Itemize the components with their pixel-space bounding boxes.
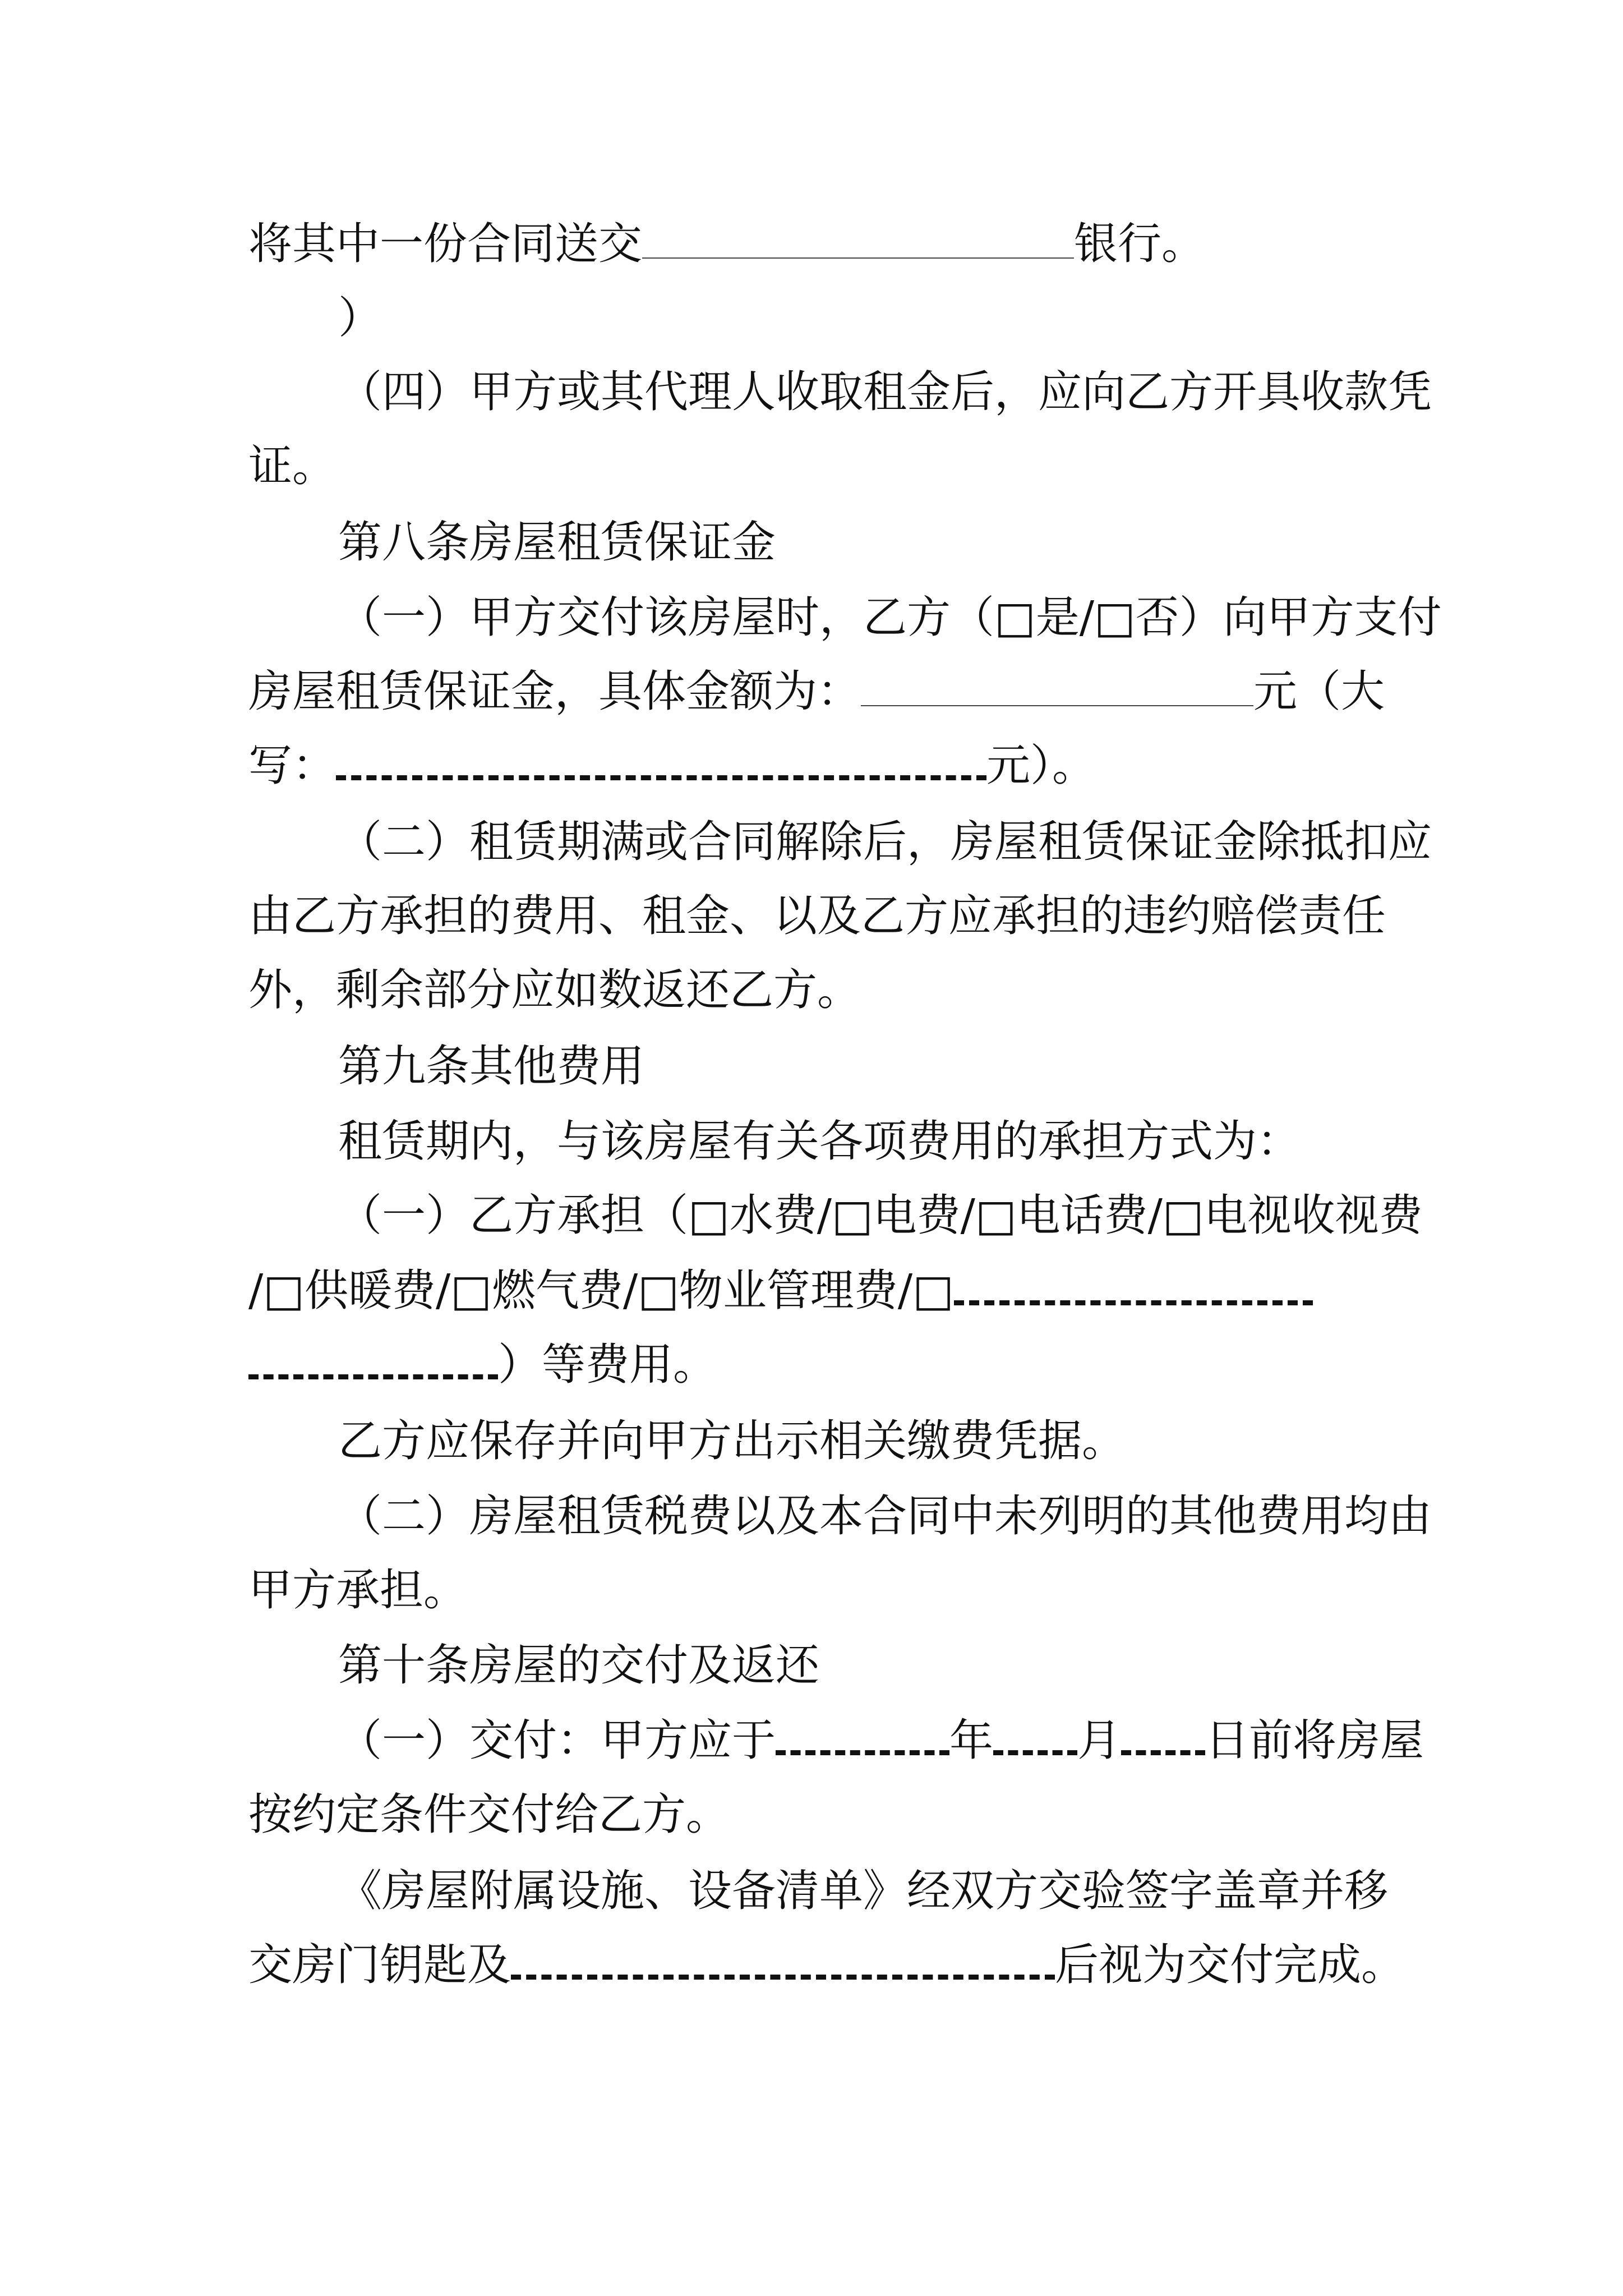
line-text: 元）。 [986,740,1096,791]
deposit-amount-blank [861,671,1253,706]
line-text: 证。 [248,441,336,491]
text-line [248,962,861,1018]
line-text: 写： [248,740,336,791]
handover-items-blank [511,1941,1055,1980]
line-text: ） [338,293,382,343]
day-blank [1121,1717,1205,1755]
line-text: 后视为交付完成。 [1055,1940,1405,1990]
line-text: （一）乙方承担（□水费/□电费/□电话费/□电视收视费 [338,1190,1423,1241]
clause-paragraph [338,1713,1424,1769]
article-heading [338,1637,819,1694]
clause-paragraph [338,590,1442,646]
text-line [248,664,1385,720]
text-line [248,1337,717,1393]
clause-paragraph [338,814,1432,870]
line-text: 第十条房屋的交付及返还 [338,1640,820,1691]
line-text: （四）甲方或其代理人收取租金后，应向乙方开具收款凭 [338,367,1432,417]
line-text: （二）租赁期满或合同解除后，房屋租赁保证金除抵扣应 [338,817,1432,867]
line-text: 银行。 [1074,219,1206,269]
article-heading [338,1038,644,1094]
line-text: 《房屋附属设施、设备清单》经双方交验签字盖章并移 [338,1866,1389,1916]
clause-paragraph [338,1188,1423,1244]
month-blank [993,1717,1077,1755]
bank-name-blank [642,224,1074,259]
line-text: 按约定条件交付给乙方。 [248,1789,730,1840]
text-line [248,1263,1313,1319]
text-line [338,1413,1126,1469]
text-line [338,1114,1301,1170]
clause-paragraph [338,1488,1432,1544]
line-text: （一）交付：甲方应于 [338,1715,776,1766]
line-text: 甲方承担。 [248,1565,468,1616]
line-text: 租赁期内，与该房屋有关各项费用的承担方式为： [338,1116,1301,1167]
line-text: 乙方应保存并向甲方出示相关缴费凭据。 [338,1416,1126,1466]
line-text: 交房门钥匙及 [248,1940,511,1990]
line-text: 月 [1077,1715,1122,1766]
line-text: 由乙方承担的费用、租金、以及乙方应承担的违约赔偿责任 [248,891,1386,941]
line-text: ）等费用。 [498,1340,717,1390]
line-text: 房屋租赁保证金，具体金额为： [248,666,861,717]
line-text: 第八条房屋租赁保证金 [338,517,776,568]
text-line [338,1863,1388,1919]
text-line [248,888,1386,944]
clause-paragraph [338,364,1432,420]
other-fees-blank [954,1267,1313,1305]
article-heading [338,514,776,570]
line-text: （一）甲方交付该房屋时，乙方（□是/□否）向甲方支付 [338,592,1442,643]
line-text: 外，剩余部分应如数返还乙方。 [248,965,861,1015]
text-line [248,738,1096,794]
line-text: 元（大 [1253,666,1385,717]
line-text: /□供暖费/□燃气费/□物业管理费/□ [248,1266,954,1316]
text-line [338,290,382,346]
other-fees-blank-continued [248,1341,498,1379]
text-line [248,1562,467,1618]
text-line [248,216,1205,272]
line-text: （二）房屋租赁税费以及本合同中未列明的其他费用均由 [338,1491,1432,1542]
year-blank [776,1717,949,1755]
text-line [248,1787,730,1843]
text-line [248,438,336,494]
line-text: 将其中一份合同送交 [248,219,643,269]
line-text: 年 [949,1715,994,1766]
text-line [248,1937,1405,1993]
deposit-amount-words-blank [336,742,986,780]
line-text: 日前将房屋 [1205,1715,1424,1766]
line-text: 第九条其他费用 [338,1041,645,1092]
